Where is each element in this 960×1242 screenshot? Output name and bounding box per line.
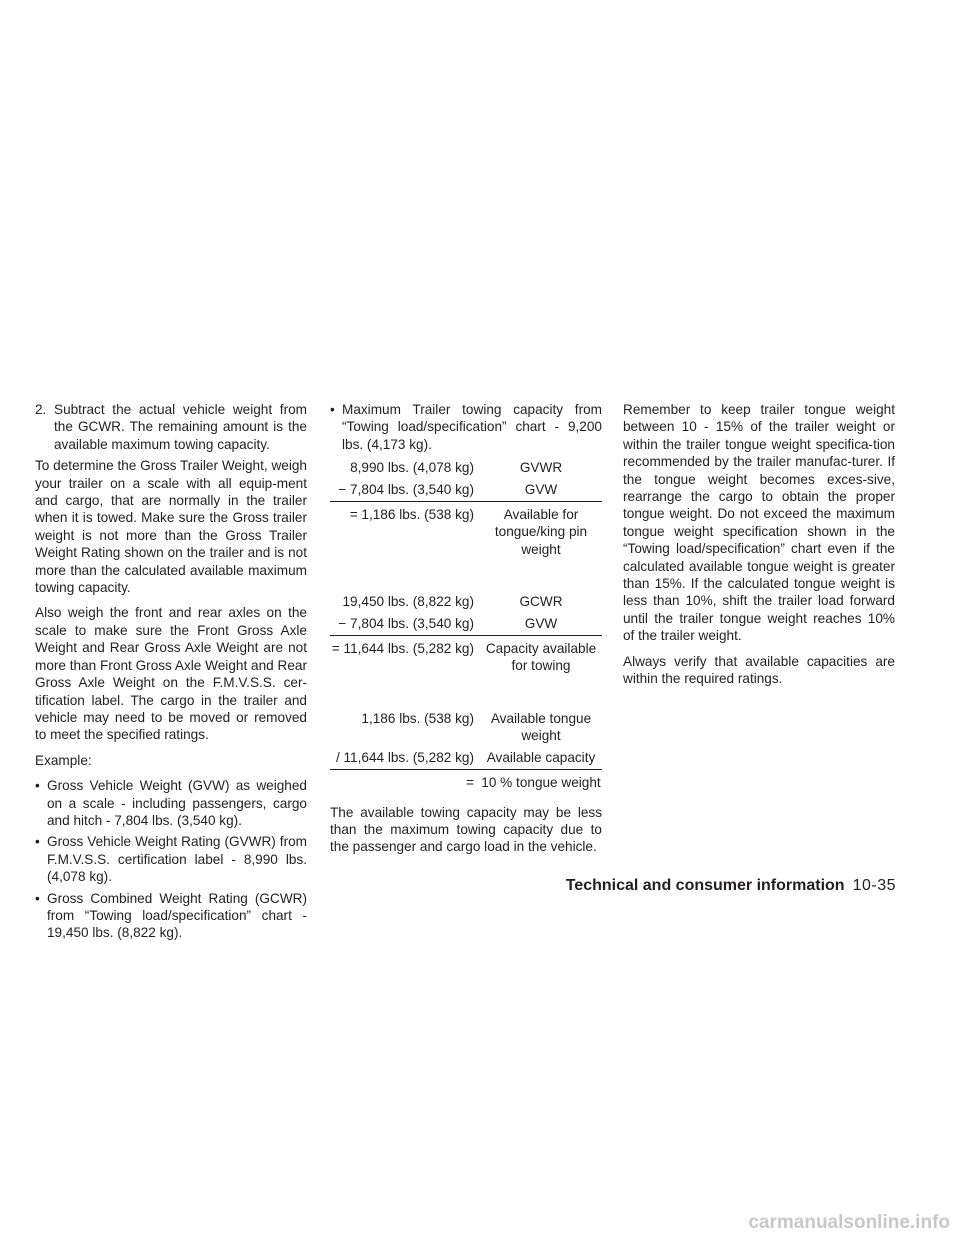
calculation-tongue-percent: [330, 708, 602, 794]
page-number: 10-35: [852, 877, 896, 894]
calc-row: [330, 613, 602, 636]
spacer: [330, 570, 602, 587]
calc-row: [330, 457, 602, 478]
spacer: [330, 687, 602, 704]
paragraph-gross-trailer-weight: To determine the Gross Trailer Weight, weigh your trailer on a scale with all equip-ment and cargo, that are normally in the trailer when it is towed. Make sure the Gross trailer weight is not more than the Gross Trailer Weight Rating shown on the trailer and is not more than the calculated available maximum towing capacity.: [35, 458, 307, 596]
calc-row: [330, 479, 602, 502]
calc-value: = 11,644 lbs. (5,282 kg): [331, 641, 474, 657]
column-left: [35, 401, 307, 946]
bullet-mark: •: [35, 778, 40, 794]
calculation-tongue-weight: [330, 457, 602, 560]
step-number: 2.: [35, 402, 47, 417]
bullet-text: Gross Vehicle Weight Rating (GVWR) from F.M.V.S.S. certification label - 8,990 lbs. (4,078 kg).: [47, 834, 307, 885]
step-text: Subtract the actual vehicle weight from the GCWR. The remaining amount is the available maximum towing capacity.: [54, 402, 307, 452]
calc-row-result: [330, 772, 602, 793]
column-middle: [330, 401, 602, 864]
calc-value: =: [466, 775, 474, 791]
step-2: [35, 401, 307, 453]
bullet-item-gcwr: [35, 890, 307, 942]
page-footer: [566, 877, 896, 895]
watermark: carmanualsonline.info: [748, 1212, 950, 1233]
calc-row-result: [330, 504, 602, 560]
bullet-text: Maximum Trailer towing capacity from “Towing load/specification” chart - 9,200 lbs. (4,173 kg).: [342, 402, 602, 452]
calc-row: [330, 591, 602, 612]
calc-row: [330, 708, 602, 747]
calc-label: GVWR: [519, 460, 563, 476]
column-right: [623, 401, 895, 696]
bullet-mark: •: [35, 890, 40, 906]
calc-label: Capacity available for towing: [485, 641, 597, 674]
bullet-item-gvw: [35, 777, 307, 829]
calc-row-result: [330, 638, 602, 677]
bullet-text: Gross Vehicle Weight (GVW) as weighed on a scale - including passengers, cargo and hitch - 7,804 lbs. (3,540 kg).: [47, 778, 307, 828]
paragraph-available-capacity: The available towing capacity may be less than the maximum towing capacity due to the passenger and cargo load in the vehicle.: [330, 804, 602, 855]
calculation-towing-capacity: [330, 591, 602, 677]
calc-label: 10 % tongue weight: [481, 775, 601, 791]
calc-value: = 1,186 lbs. (538 kg): [349, 507, 474, 523]
calc-value: 1,186 lbs. (538 kg): [361, 710, 474, 726]
section-title: Technical and consumer information: [565, 877, 845, 894]
calc-label: Available capacity: [486, 749, 596, 765]
paragraph-axle-weight: Also weigh the front and rear axles on the scale to make sure the Front Gross Axle Weight and Rear Gross Axle Weight are not more than Front Gross Axle Weight and Rear Gross Axle Weight on the F.M.V.S.S. cer-tification label. The cargo in the trailer and vehicle may need to be moved or removed to meet the specified ratings.: [35, 605, 307, 743]
calc-value: 19,450 lbs. (8,822 kg): [342, 594, 474, 610]
calc-row: [330, 747, 602, 770]
bullet-item-gvwr: [35, 833, 307, 885]
calc-label: GVW: [524, 481, 558, 497]
bullet-item-max-trailer-capacity: [330, 401, 602, 453]
calc-label: GVW: [524, 615, 558, 631]
calc-value: 8,990 lbs. (4,078 kg): [350, 460, 474, 476]
bullet-mark: •: [35, 834, 40, 850]
calc-value: − 7,804 lbs. (3,540 kg): [338, 481, 474, 497]
paragraph-tongue-weight: Remember to keep trailer tongue weight between 10 - 15% of the trailer weight or within the trailer tongue weight specifica-tion recommended by the trailer manufac-turer. If the tongue weight becomes exces-sive, rearrange the cargo to obtain the proper tongue weight. Do not exceed the maximum tongue weight specification shown in the “Towing load/specification” chart even if the calculated available tongue weight is greater than 15%. If the calculated tongue weight is less than 10%, shift the trailer load forward until the trailer tongue weight reaches 10% of the trailer weight.: [623, 402, 895, 644]
calc-value: / 11,644 lbs. (5,282 kg): [335, 749, 474, 765]
calc-label: GCWR: [519, 594, 563, 610]
paragraph-verify-capacities: Always verify that available capacities are within the required ratings.: [623, 653, 895, 687]
calc-label: Available tongue weight: [490, 710, 592, 744]
bullet-text: Gross Combined Weight Rating (GCWR) from “Towing load/specification” chart - 19,450 lbs. (8,822 kg).: [47, 890, 307, 941]
example-label: Example:: [35, 752, 92, 768]
calc-value: − 7,804 lbs. (3,540 kg): [338, 615, 474, 631]
calc-label: Available for tongue/king pin weight: [494, 507, 588, 557]
bullet-mark: •: [330, 402, 335, 417]
